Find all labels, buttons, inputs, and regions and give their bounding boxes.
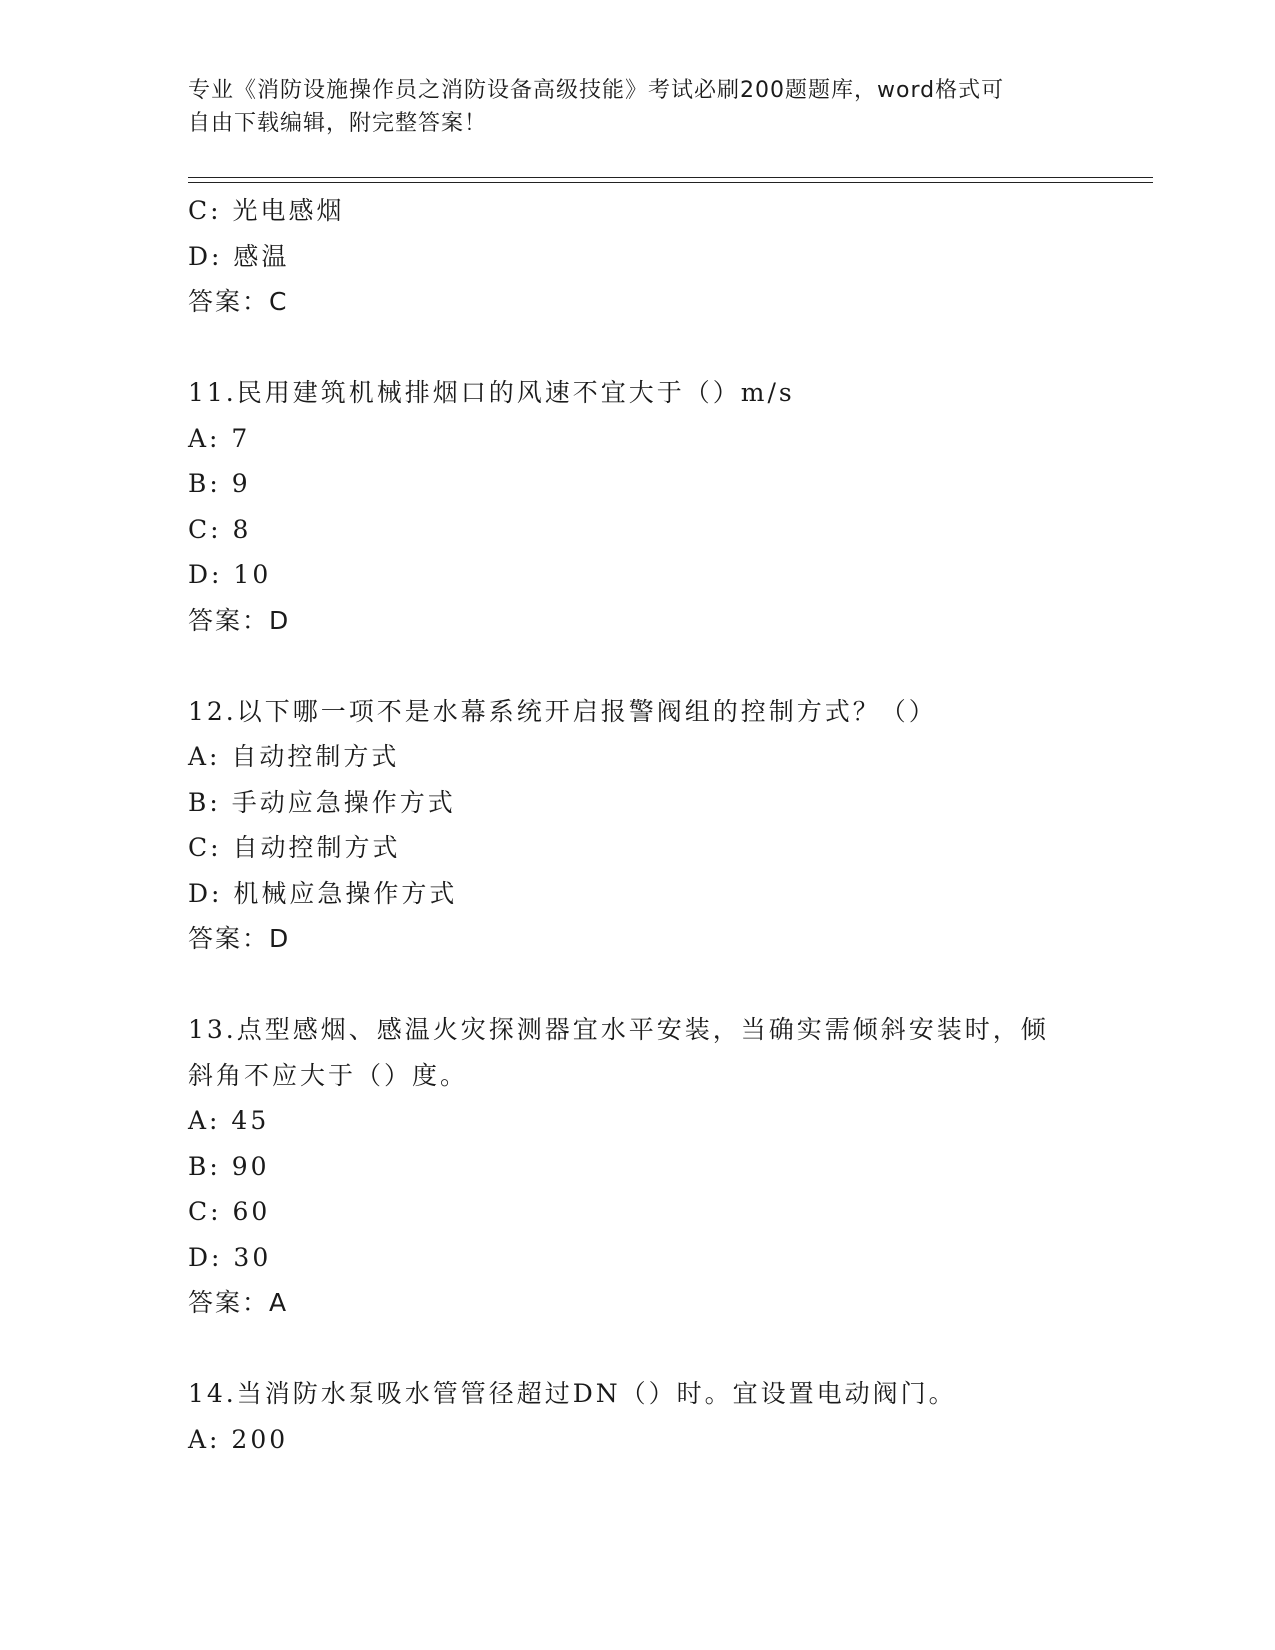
option-b: B: 9 bbox=[188, 469, 251, 498]
question-13 bbox=[188, 1007, 1118, 1326]
spacer bbox=[188, 962, 1118, 1008]
question-10-continuation bbox=[188, 188, 1118, 325]
answer-line: 答案：D bbox=[188, 605, 291, 635]
header-line-1: 专业《消防设施操作员之消防设备高级技能》考试必刷200题题库，word格式可 bbox=[188, 78, 1005, 103]
question-stem: 11.民用建筑机械排烟口的风速不宜大于（）m/s bbox=[188, 378, 795, 407]
question-stem-line-2: 斜角不应大于（）度。 bbox=[188, 1060, 469, 1090]
question-stem: 14.当消防水泵吸水管管径超过DN（）时。宜设置电动阀门。 bbox=[188, 1379, 957, 1408]
answer-line: 答案：D bbox=[188, 924, 291, 953]
option-b: B: 手动应急操作方式 bbox=[188, 787, 456, 817]
spacer bbox=[188, 1326, 1118, 1372]
answer-line: 答案：A bbox=[188, 1288, 289, 1317]
question-11 bbox=[188, 370, 1118, 643]
option-a: A: 7 bbox=[188, 423, 251, 453]
option-b: B: 90 bbox=[188, 1151, 270, 1181]
question-stem-line-1: 13.点型感烟、感温火灾探测器宜水平安装，当确实需倾斜安装时，倾 bbox=[188, 1015, 1049, 1044]
question-stem: 12.以下哪一项不是水幕系统开启报警阀组的控制方式？（） bbox=[188, 696, 937, 726]
option-c: C: 60 bbox=[188, 1197, 271, 1226]
answer-line: 答案：C bbox=[188, 287, 289, 316]
header-divider-bottom bbox=[188, 182, 1153, 183]
question-list bbox=[188, 188, 1118, 1462]
option-a: A: 自动控制方式 bbox=[188, 742, 400, 771]
option-c: C: 自动控制方式 bbox=[188, 833, 401, 862]
header-divider-top bbox=[188, 177, 1153, 178]
spacer bbox=[188, 643, 1118, 689]
option-d: D: 机械应急操作方式 bbox=[188, 878, 458, 908]
option-a: A: 45 bbox=[188, 1106, 270, 1135]
question-12 bbox=[188, 689, 1118, 962]
spacer bbox=[188, 325, 1118, 371]
document-header bbox=[188, 74, 1088, 140]
option-c: C: 光电感烟 bbox=[188, 196, 345, 225]
option-a: A: 200 bbox=[188, 1424, 289, 1454]
option-d: D: 10 bbox=[188, 560, 272, 589]
option-d: D: 感温 bbox=[188, 241, 290, 271]
option-d: D: 30 bbox=[188, 1242, 272, 1272]
question-14 bbox=[188, 1371, 1118, 1462]
header-line-2: 自由下载编辑，附完整答案！ bbox=[188, 111, 488, 136]
option-c: C: 8 bbox=[188, 514, 252, 544]
